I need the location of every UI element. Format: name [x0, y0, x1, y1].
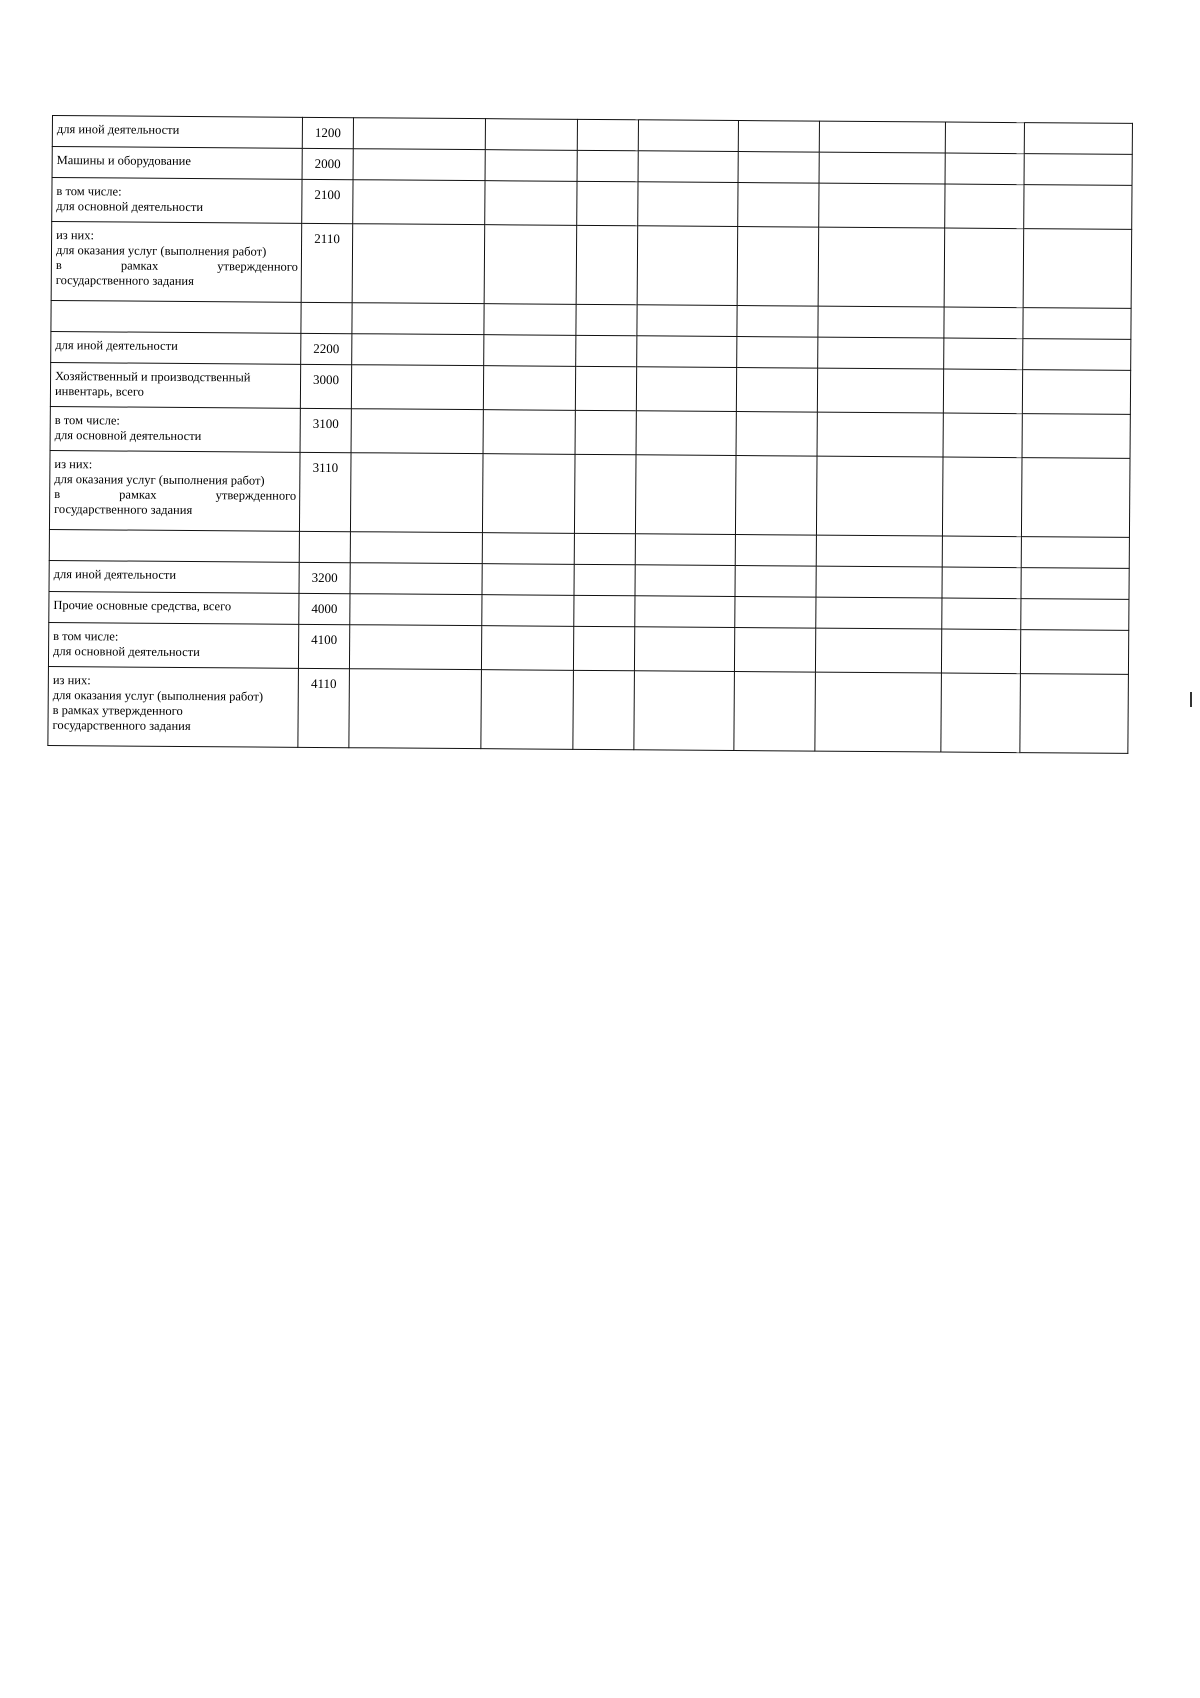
value-cell	[734, 672, 816, 752]
row-label-line: для основной деятельности	[54, 428, 202, 444]
value-cell	[635, 534, 735, 566]
value-cell	[634, 671, 735, 751]
value-cell	[817, 368, 943, 413]
row-label	[52, 147, 302, 180]
value-cell	[638, 151, 738, 183]
row-code: 3110	[299, 452, 351, 531]
row-code: 3000	[300, 364, 351, 408]
row-code: 2110	[301, 223, 353, 302]
row-label	[49, 560, 299, 593]
value-cell	[944, 228, 1024, 308]
value-cell	[1021, 537, 1129, 569]
value-cell	[736, 412, 817, 457]
value-cell	[485, 181, 577, 226]
fixed-assets-table	[47, 115, 1133, 754]
row-label	[52, 116, 302, 149]
table-row	[49, 450, 1130, 537]
value-cell	[738, 183, 819, 228]
value-cell	[352, 303, 484, 335]
row-code: 3200	[299, 562, 350, 593]
value-cell	[349, 669, 482, 749]
row-label	[49, 591, 299, 624]
value-cell	[353, 180, 485, 225]
value-cell	[942, 536, 1021, 568]
value-cell	[818, 306, 944, 338]
value-cell	[942, 598, 1021, 630]
value-cell	[735, 535, 816, 567]
row-code	[301, 302, 352, 333]
value-cell	[735, 597, 816, 629]
value-cell	[577, 181, 638, 225]
value-cell	[945, 184, 1024, 229]
row-label-line: в том числе:	[56, 184, 122, 199]
value-cell	[574, 564, 635, 595]
row-label-line: инвентарь, всего	[54, 384, 144, 399]
row-label-line: из них:	[52, 673, 91, 688]
value-cell	[817, 412, 943, 457]
value-cell	[482, 564, 574, 596]
value-cell	[1021, 599, 1129, 631]
table-row	[48, 622, 1128, 674]
table-row	[48, 666, 1129, 753]
row-label-line: из них:	[54, 457, 93, 472]
scan-artifact-mark	[1190, 692, 1192, 707]
value-cell	[1020, 630, 1128, 675]
table-body	[48, 116, 1133, 754]
row-label-line: для иной деятельности	[53, 567, 177, 582]
value-cell	[483, 366, 575, 411]
value-cell	[944, 338, 1023, 370]
value-cell	[484, 304, 576, 336]
row-label-line: для основной деятельности	[56, 199, 204, 215]
table-row	[50, 362, 1130, 414]
value-cell	[941, 673, 1021, 753]
value-cell	[738, 152, 819, 184]
value-cell	[1020, 674, 1129, 754]
value-cell	[576, 225, 638, 304]
value-cell	[816, 566, 942, 598]
value-cell	[819, 152, 945, 184]
row-label-line: Прочие основные средства, всего	[53, 598, 232, 614]
value-cell	[350, 453, 483, 533]
value-cell	[575, 410, 636, 454]
value-cell	[637, 226, 738, 306]
value-cell	[941, 629, 1020, 674]
row-label	[48, 622, 298, 668]
value-cell	[483, 410, 575, 455]
row-code: 2100	[302, 179, 353, 223]
value-cell	[816, 597, 942, 629]
row-label-line: в рамках утвержденного	[52, 703, 183, 718]
value-cell	[1024, 154, 1132, 186]
value-cell	[482, 533, 574, 565]
value-cell	[638, 182, 738, 227]
value-cell	[1022, 370, 1130, 415]
value-cell	[1021, 568, 1129, 600]
value-cell	[636, 411, 736, 456]
row-label-line: в рамках утвержденного	[54, 487, 297, 503]
value-cell	[819, 183, 945, 228]
value-cell	[484, 335, 576, 367]
value-cell	[945, 153, 1024, 185]
value-cell	[735, 456, 817, 536]
value-cell	[637, 336, 737, 368]
value-cell	[576, 304, 637, 335]
value-cell	[574, 595, 635, 626]
value-cell	[736, 368, 817, 413]
row-label-line: государственного задания	[54, 502, 193, 518]
row-label-line: для иной деятельности	[56, 122, 180, 137]
value-cell	[1023, 339, 1131, 371]
row-label	[48, 666, 299, 747]
value-cell	[485, 119, 577, 151]
row-label	[50, 362, 300, 408]
row-label-line: государственного задания	[55, 273, 194, 289]
value-cell	[735, 566, 816, 598]
value-cell	[349, 625, 481, 670]
row-label-line: для иной деятельности	[55, 338, 178, 353]
row-code: 2000	[302, 148, 353, 179]
row-code: 4110	[298, 668, 350, 747]
value-cell	[577, 119, 638, 150]
value-cell	[574, 454, 636, 533]
value-cell	[943, 413, 1022, 458]
value-cell	[637, 305, 737, 337]
value-cell	[482, 595, 574, 627]
value-cell	[576, 335, 637, 366]
value-cell	[816, 456, 943, 536]
value-cell	[352, 224, 485, 304]
value-cell	[481, 626, 573, 671]
value-cell	[635, 596, 735, 628]
value-cell	[944, 307, 1023, 339]
value-cell	[636, 367, 736, 412]
value-cell	[1024, 123, 1132, 155]
value-cell	[351, 409, 483, 454]
value-cell	[819, 121, 945, 153]
row-label-line: для оказания услуг (выполнения работ)	[55, 243, 267, 259]
row-label	[49, 450, 300, 531]
row-label	[50, 406, 300, 452]
value-cell	[737, 337, 818, 369]
row-code: 4000	[299, 593, 350, 624]
row-label	[51, 300, 301, 333]
value-cell	[816, 535, 942, 567]
value-cell	[818, 227, 945, 307]
value-cell	[738, 121, 819, 153]
row-code: 4100	[298, 624, 349, 668]
value-cell	[734, 628, 815, 673]
value-cell	[350, 563, 482, 595]
row-code: 1200	[302, 117, 353, 148]
value-cell	[573, 626, 634, 670]
value-cell	[574, 533, 635, 564]
value-cell	[482, 454, 575, 534]
value-cell	[818, 337, 944, 369]
row-label	[51, 222, 302, 303]
value-cell	[350, 594, 482, 626]
value-cell	[1023, 229, 1132, 309]
row-label-line: из них:	[56, 228, 95, 243]
value-cell	[1024, 185, 1132, 230]
row-label	[49, 529, 299, 562]
value-cell	[350, 532, 482, 564]
value-cell	[635, 455, 736, 535]
row-label-line: для основной деятельности	[53, 644, 200, 660]
value-cell	[737, 227, 819, 307]
table-row	[51, 222, 1132, 309]
value-cell	[573, 670, 635, 749]
row-code	[299, 531, 350, 562]
table-row	[50, 406, 1130, 458]
value-cell	[815, 672, 942, 752]
value-cell	[942, 567, 1021, 599]
row-label-line: Машины и оборудование	[56, 153, 191, 169]
value-cell	[485, 150, 577, 182]
value-cell	[945, 122, 1024, 154]
row-label-line: для оказания услуг (выполнения работ)	[52, 688, 264, 704]
row-code: 2200	[301, 333, 352, 364]
row-label-line: для оказания услуг (выполнения работ)	[54, 472, 265, 488]
value-cell	[942, 457, 1022, 537]
row-code: 3100	[300, 408, 351, 452]
value-cell	[1021, 458, 1130, 538]
value-cell	[638, 120, 738, 152]
value-cell	[575, 366, 636, 410]
value-cell	[1023, 308, 1131, 340]
row-label-line: государственного задания	[52, 718, 191, 734]
value-cell	[352, 334, 484, 366]
row-label-line: Хозяйственный и производственный	[55, 369, 251, 385]
value-cell	[1022, 414, 1130, 459]
value-cell	[737, 306, 818, 338]
value-cell	[943, 369, 1022, 414]
value-cell	[481, 670, 574, 750]
table-row	[52, 178, 1132, 230]
value-cell	[351, 365, 483, 410]
value-cell	[353, 149, 485, 181]
row-label-line: в том числе:	[54, 413, 120, 428]
row-label	[51, 331, 301, 364]
row-label-line: в том числе:	[53, 629, 119, 644]
value-cell	[577, 150, 638, 181]
value-cell	[634, 627, 734, 672]
value-cell	[484, 225, 577, 305]
value-cell	[353, 118, 485, 150]
value-cell	[635, 565, 735, 597]
value-cell	[815, 628, 941, 673]
row-label	[52, 178, 302, 224]
row-label-line: в рамках утвержденного	[55, 258, 298, 274]
